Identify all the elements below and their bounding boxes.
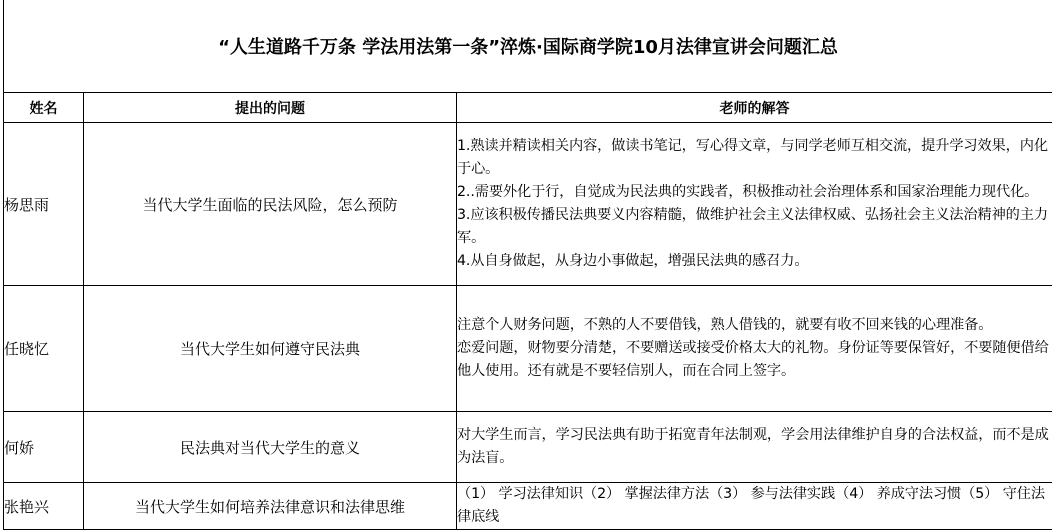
answer-line: 4.从自身做起，从身边小事做起，增强民法典的感召力。 [457, 250, 1052, 273]
student-name: 张艳兴 [4, 483, 84, 530]
header-name: 姓名 [4, 93, 84, 123]
answer-line: 恋爱问题，财物要分清楚，不要赠送或接受价格太大的礼物。身份证等要保管好，不要随便借给他人使用。还有就是不要轻信别人，而在合同上签字。 [457, 337, 1052, 383]
header-answer: 老师的解答 [457, 93, 1052, 123]
answer-line: （1） 学习法律知识（2） 掌握法律方法（3） 参与法律实践（4） 养成守法习惯（5） 守住法律底线 [457, 483, 1052, 529]
answer-line: 对大学生而言，学习民法典有助于拓宽青年法制观，学会用法律维护自身的合法权益，而不是成为法盲。 [457, 424, 1052, 470]
student-name: 杨思雨 [4, 123, 84, 286]
question-cell: 民法典对当代大学生的意义 [84, 412, 457, 483]
table-row [4, 412, 1052, 483]
answer-line: 3.应该积极传播民法典要义内容精髓，做维护社会主义法律权威、弘扬社会主义法治精神的主力军。 [457, 204, 1052, 250]
header-question: 提出的问题 [84, 93, 457, 123]
answer-line: 2..需要外化于行，自觉成为民法典的实践者，积极推动社会治理体系和国家治理能力现代化。 [457, 181, 1052, 204]
answer-cell [457, 123, 1052, 286]
answer-cell [457, 483, 1052, 530]
header-row [4, 93, 1052, 123]
table-row [4, 286, 1052, 412]
table-row [4, 483, 1052, 530]
qa-table [3, 92, 1052, 530]
answer-line: 1.熟读并精读相关内容，做读书笔记，写心得文章，与同学老师互相交流，提升学习效果，内化于心。 [457, 135, 1052, 181]
question-cell: 当代大学生如何遵守民法典 [84, 286, 457, 412]
sheet-title: “人生道路千万条 学法用法第一条”淬炼·国际商学院10月法律宣讲会问题汇总 [3, 0, 1052, 92]
student-name: 任晓忆 [4, 286, 84, 412]
question-cell: 当代大学生面临的民法风险，怎么预防 [84, 123, 457, 286]
table-row [4, 123, 1052, 286]
answer-cell [457, 286, 1052, 412]
answer-line: 注意个人财务问题，不熟的人不要借钱，熟人借钱的，就要有收不回来钱的心理准备。 [457, 314, 1052, 337]
student-name: 何娇 [4, 412, 84, 483]
answer-cell [457, 412, 1052, 483]
question-cell: 当代大学生如何培养法律意识和法律思维 [84, 483, 457, 530]
